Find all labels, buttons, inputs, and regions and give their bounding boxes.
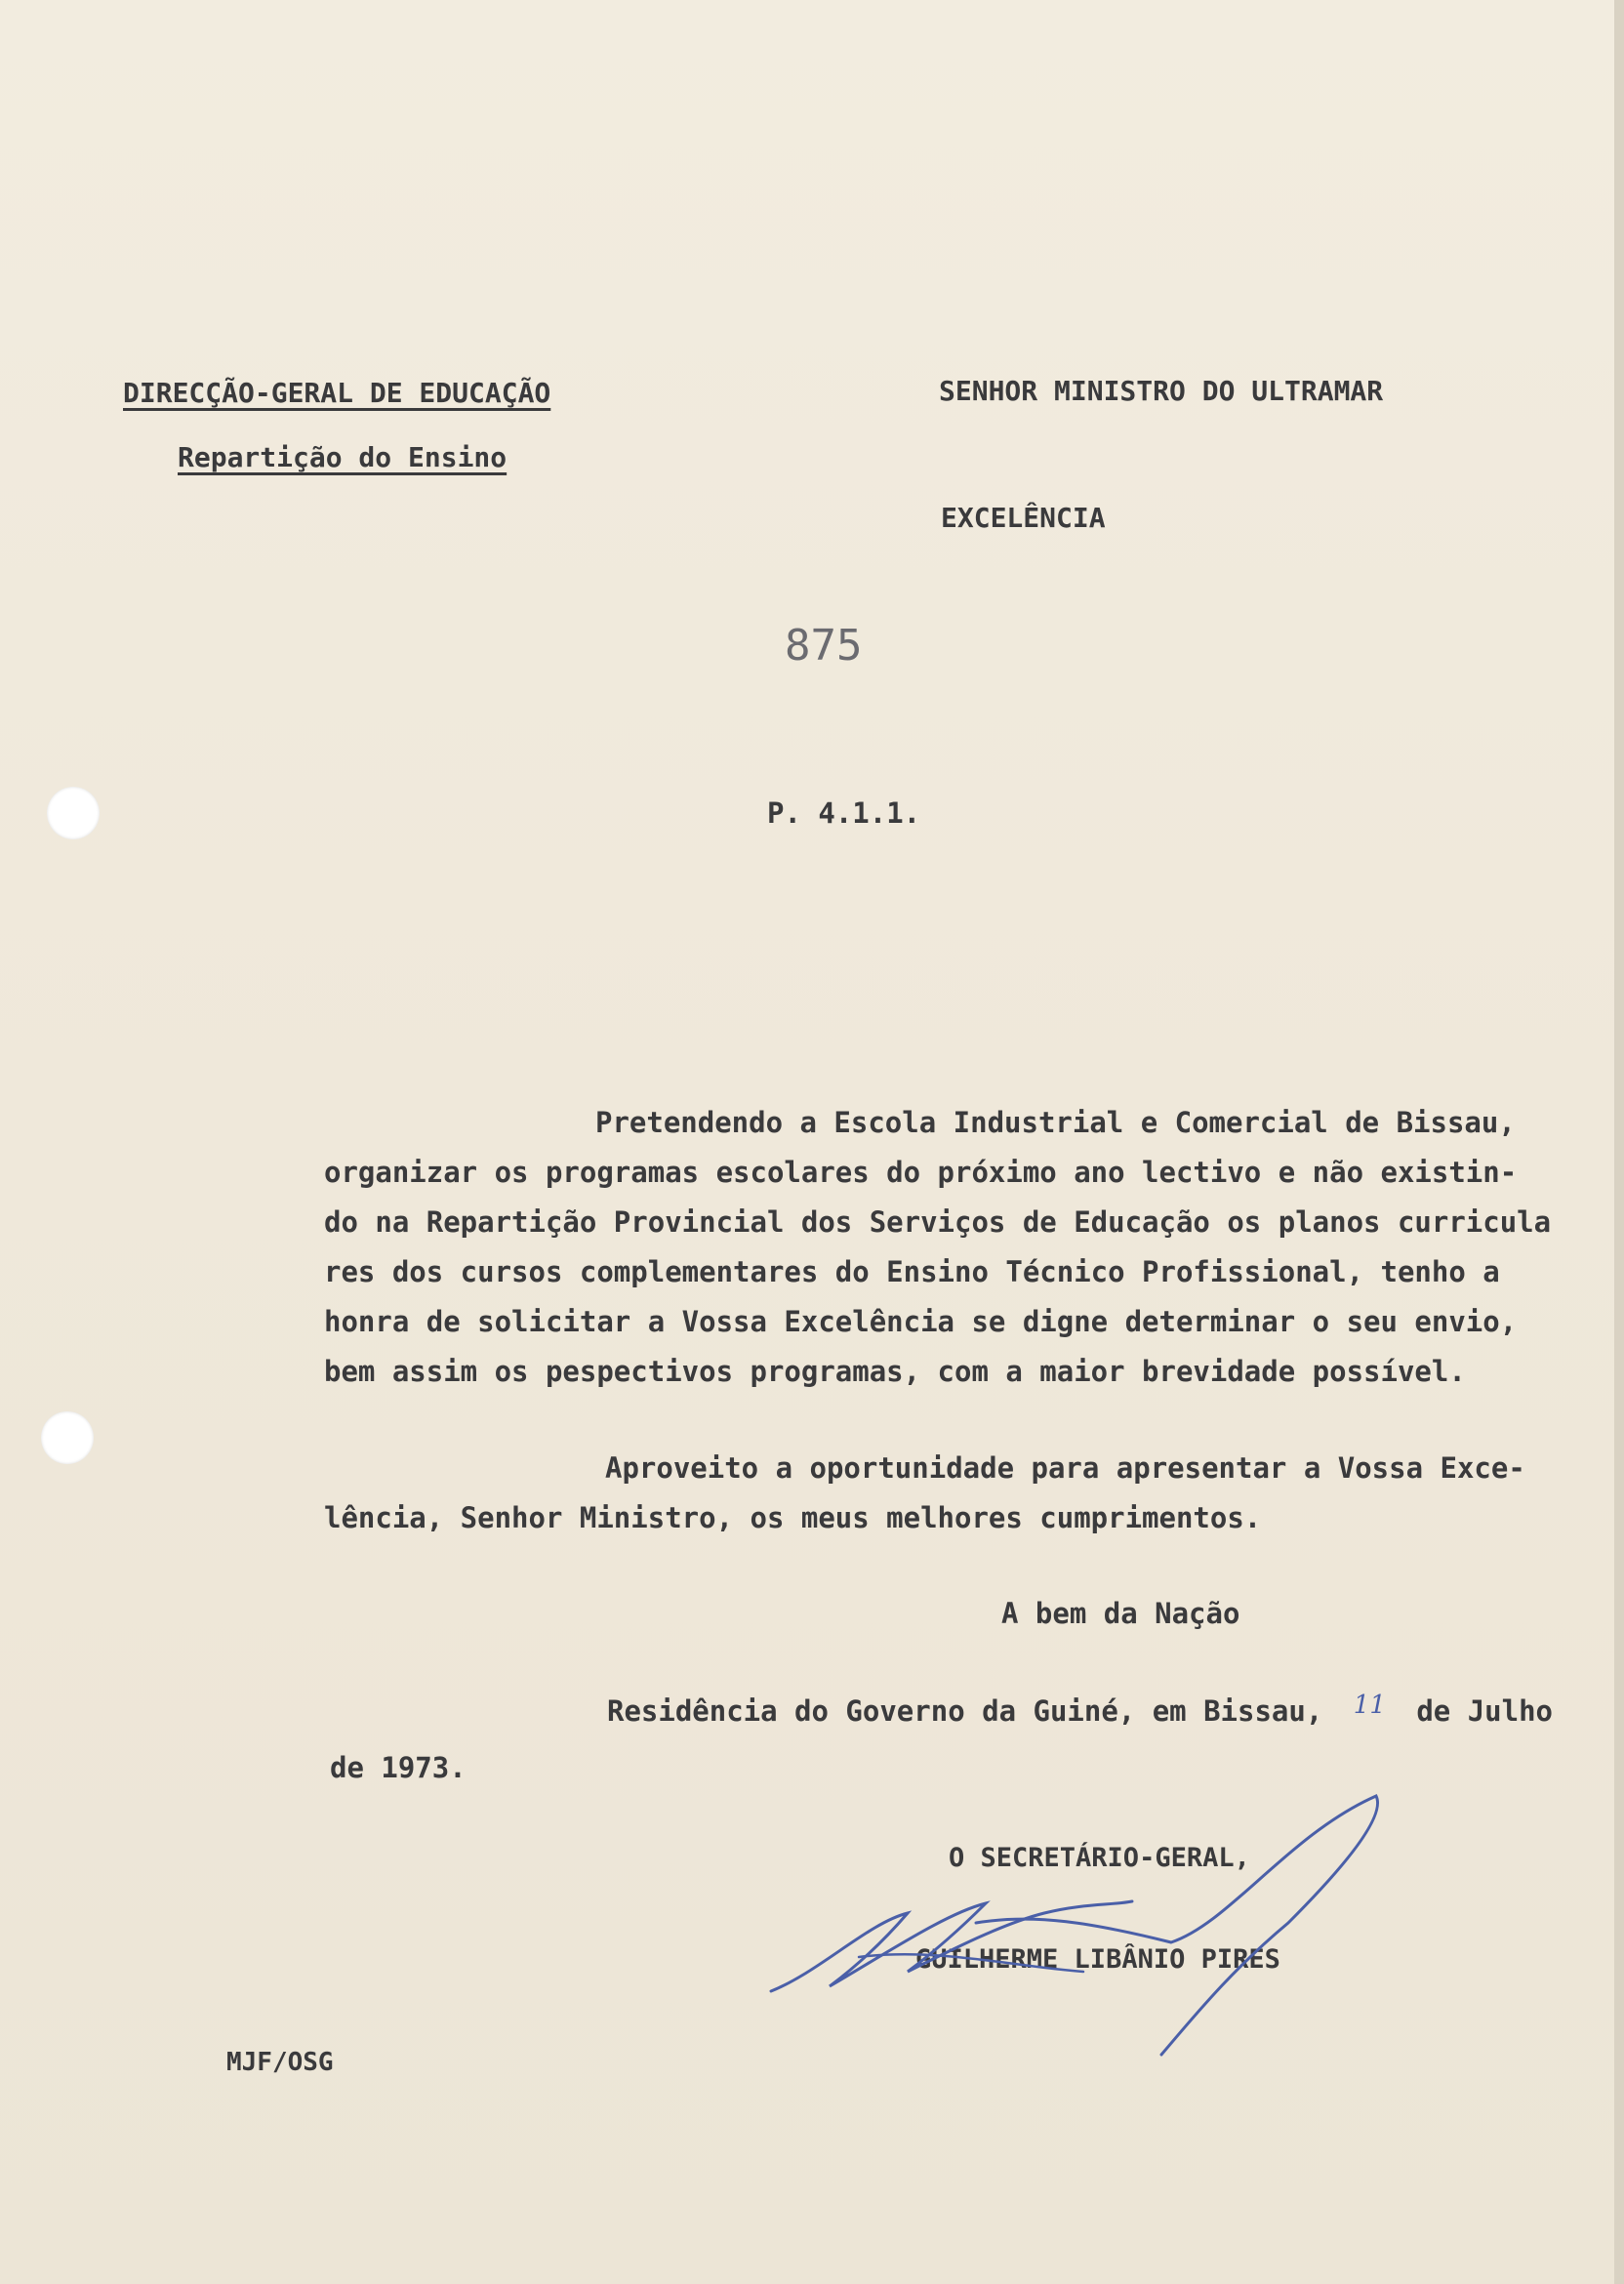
stamped-number: 875 — [785, 621, 863, 671]
body-line: res dos cursos complementares do Ensino Técnico Profissional, tenho a — [324, 1255, 1500, 1288]
signatory-name: GUILHERME LIBÂNIO PIRES — [915, 1944, 1280, 1975]
closing-formula: A bem da Nação — [1001, 1597, 1240, 1630]
body-line: bem assim os pespectivos programas, com a maior brevidade possível. — [324, 1355, 1466, 1388]
reference-code: P. 4.1.1. — [767, 796, 921, 830]
department-heading: DIRECÇÃO-GERAL DE EDUCAÇÃO — [123, 377, 551, 409]
paper-edge — [1614, 0, 1624, 2284]
body-line: Pretendendo a Escola Industrial e Comercial de Bissau, — [595, 1106, 1516, 1139]
addressee: SENHOR MINISTRO DO ULTRAMAR — [939, 375, 1384, 407]
year-line: de 1973. — [330, 1751, 467, 1784]
body-line: honra de solicitar a Vossa Excelência se digne determinar o seu envio, — [324, 1305, 1518, 1338]
body-paragraph-1 — [324, 1098, 1551, 1397]
place-date-line — [607, 1691, 1554, 1728]
typist-initials: MJF/OSG — [226, 2048, 334, 2077]
handwritten-signature — [761, 1776, 1405, 2069]
body-paragraph-2 — [324, 1444, 1525, 1543]
punch-hole-bottom — [41, 1411, 94, 1464]
body-line: lência, Senhor Ministro, os meus melhores cumprimentos. — [324, 1501, 1262, 1534]
signatory-title: O SECRETÁRIO-GERAL, — [949, 1843, 1250, 1873]
place-text: Residência do Governo da Guiné, em Bissau, — [607, 1694, 1323, 1728]
salutation: EXCELÊNCIA — [941, 502, 1106, 534]
section-heading: Repartição do Ensino — [178, 441, 508, 473]
punch-hole-top — [47, 787, 100, 839]
body-line: organizar os programas escolares do próximo ano lectivo e não existin- — [324, 1156, 1518, 1189]
month-text: de Julho — [1416, 1694, 1554, 1728]
handwritten-day: 11 — [1353, 1691, 1386, 1720]
body-line: Aproveito a oportunidade para apresentar a Vossa Exce- — [605, 1451, 1525, 1485]
body-line: do na Repartição Provincial dos Serviços de Educação os planos curricula — [324, 1205, 1552, 1239]
